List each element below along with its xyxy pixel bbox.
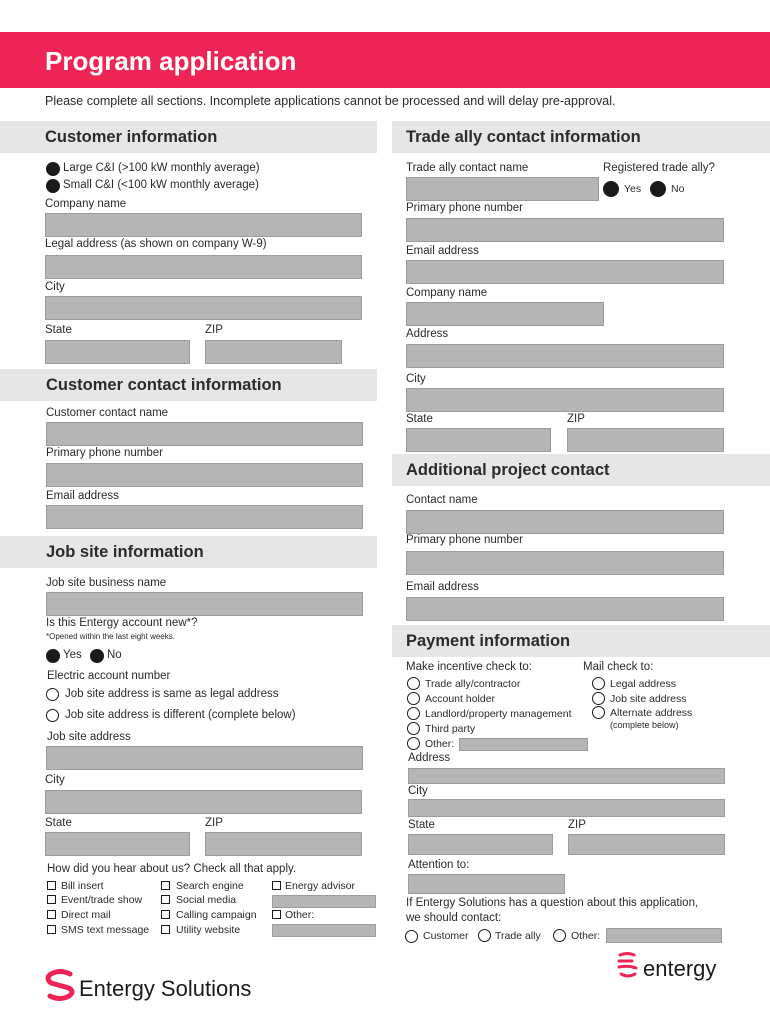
checkbox-bill-insert[interactable] [47, 881, 56, 890]
bill-insert-label: Bill insert [61, 880, 104, 892]
intro-text: Please complete all sections. Incomplete applications cannot be processed and will delay pre-approval. [45, 94, 616, 108]
trade-address-field[interactable] [406, 344, 724, 368]
new-no-label: No [107, 649, 122, 661]
contact-question: If Entergy Solutions has a question about this application, [406, 897, 699, 909]
customer-phone-field[interactable] [46, 463, 363, 487]
radio-mail-legal[interactable] [592, 677, 605, 690]
electric-account-label: Electric account number [47, 670, 171, 682]
radio-trade-ally-contractor[interactable] [407, 677, 420, 690]
payment-zip-label: ZIP [568, 819, 586, 831]
payment-state-label: State [408, 819, 435, 831]
payment-address-label: Address [408, 752, 451, 764]
contact-customer-label: Customer [423, 930, 469, 942]
trade-address-label: Address [406, 328, 449, 340]
calling-campaign-label: Calling campaign [176, 909, 257, 921]
additional-phone-field[interactable] [406, 551, 724, 575]
payment-address-field[interactable] [408, 768, 725, 784]
job-site-business-label: Job site business name [46, 577, 167, 589]
additional-name-field[interactable] [406, 510, 724, 534]
page-title: Program application [45, 46, 297, 76]
mail-check-label: Mail check to: [583, 661, 654, 673]
new-account-question: Is this Entergy account new*? [46, 617, 198, 629]
payment-zip-field[interactable] [568, 834, 725, 855]
trade-city-field[interactable] [406, 388, 724, 412]
checkbox-event[interactable] [47, 895, 56, 904]
section-heading: Job site information [46, 543, 204, 561]
title-banner [0, 32, 770, 88]
same-address-label: Job site address is same as legal address [65, 688, 279, 700]
section-heading: Customer contact information [46, 376, 282, 394]
radio-landlord[interactable] [407, 707, 420, 720]
mail-job-site-label: Job site address [610, 693, 687, 705]
social-media-label: Social media [176, 894, 237, 906]
customer-email-field[interactable] [46, 505, 363, 529]
contact-other-field[interactable] [606, 928, 722, 943]
radio-contact-trade-ally[interactable] [478, 929, 491, 942]
state-label: State [45, 324, 72, 336]
brand-left-text: Entergy Solutions [79, 976, 252, 1001]
radio-third-party[interactable] [407, 722, 420, 735]
checkbox-sms[interactable] [47, 925, 56, 934]
event-label: Event/trade show [61, 894, 143, 906]
checkbox-energy-advisor[interactable] [272, 881, 281, 890]
landlord-label: Landlord/property management [425, 708, 572, 720]
job-state-field[interactable] [45, 832, 190, 856]
third-party-label: Third party [425, 723, 476, 735]
trade-company-label: Company name [406, 287, 488, 299]
checkbox-hear-other[interactable] [272, 910, 281, 919]
direct-mail-label: Direct mail [61, 909, 111, 921]
small-ci-label: Small C&I (<100 kW monthly average) [63, 179, 259, 191]
mail-alternate-note: (complete below) [610, 720, 679, 730]
section-payment [392, 625, 770, 657]
radio-same-address[interactable] [46, 688, 59, 701]
additional-name-label: Contact name [406, 494, 478, 506]
section-heading: Additional project contact [406, 461, 610, 479]
section-additional-contact [392, 454, 770, 486]
hear-about-question: How did you hear about us? Check all that apply. [47, 863, 297, 875]
zip-label: ZIP [205, 324, 223, 336]
state-field[interactable] [45, 340, 190, 364]
customer-email-label: Email address [46, 490, 119, 502]
legal-address-field[interactable] [45, 255, 362, 279]
job-state-label: State [45, 817, 72, 829]
payment-state-field[interactable] [408, 834, 553, 855]
section-customer-contact [0, 369, 377, 401]
checkbox-calling-campaign[interactable] [161, 910, 170, 919]
checkbox-utility-website[interactable] [161, 925, 170, 934]
trade-state-label: State [406, 413, 433, 425]
trade-phone-label: Primary phone number [406, 202, 523, 214]
registered-no-label: No [671, 183, 685, 195]
hear-other-line[interactable] [272, 895, 376, 908]
radio-mail-job-site[interactable] [592, 692, 605, 705]
job-site-address-field[interactable] [46, 746, 363, 770]
company-name-field[interactable] [45, 213, 362, 237]
trade-state-field[interactable] [406, 428, 551, 452]
radio-contact-other[interactable] [553, 929, 566, 942]
section-heading: Payment information [406, 632, 571, 650]
payment-city-label: City [408, 785, 428, 797]
hear-other-label: Other: [285, 909, 315, 921]
payee-other-label: Other: [425, 738, 455, 750]
job-zip-label: ZIP [205, 817, 223, 829]
radio-large-ci[interactable] [46, 162, 60, 176]
customer-contact-name-label: Customer contact name [46, 407, 169, 419]
registered-question: Registered trade ally? [603, 162, 715, 174]
zip-field[interactable] [205, 340, 342, 364]
section-heading: Customer information [45, 128, 218, 146]
trade-phone-field[interactable] [406, 218, 724, 242]
trade-zip-label: ZIP [567, 413, 585, 425]
job-site-business-field[interactable] [46, 592, 363, 616]
company-name-label: Company name [45, 198, 127, 210]
checkbox-social-media[interactable] [161, 895, 170, 904]
section-customer-information [0, 121, 377, 153]
checkbox-search-engine[interactable] [161, 881, 170, 890]
search-engine-label: Search engine [176, 880, 244, 892]
customer-phone-label: Primary phone number [46, 447, 163, 459]
radio-registered-no[interactable] [650, 181, 666, 197]
make-check-label: Make incentive check to: [406, 661, 532, 673]
radio-registered-yes[interactable] [603, 181, 619, 197]
radio-new-yes[interactable] [46, 649, 60, 663]
contact-question-line2: we should contact: [406, 912, 502, 924]
attention-field[interactable] [408, 874, 565, 894]
contact-trade-ally-label: Trade ally [495, 930, 541, 942]
radio-different-address[interactable] [46, 709, 59, 722]
radio-payee-other[interactable] [407, 737, 420, 750]
customer-contact-name-field[interactable] [46, 422, 363, 446]
utility-website-label: Utility website [176, 924, 241, 936]
section-trade-ally [392, 121, 770, 153]
mail-alternate-label: Alternate address [610, 707, 693, 719]
trade-company-field[interactable] [406, 302, 604, 326]
registered-yes-label: Yes [624, 183, 642, 195]
job-site-address-label: Job site address [47, 731, 131, 743]
new-account-footnote: *Opened within the last eight weeks. [46, 632, 175, 641]
energy-advisor-label: Energy advisor [285, 880, 356, 892]
job-zip-field[interactable] [205, 832, 362, 856]
radio-new-no[interactable] [90, 649, 104, 663]
brand-right-text: entergy [643, 956, 717, 981]
section-job-site [0, 536, 377, 568]
payment-city-field[interactable] [408, 799, 725, 817]
hear-other-field[interactable] [272, 924, 376, 937]
sms-label: SMS text message [61, 924, 150, 936]
job-city-field[interactable] [45, 790, 362, 814]
city-field[interactable] [45, 296, 362, 320]
large-ci-label: Large C&I (>100 kW monthly average) [63, 162, 260, 174]
radio-contact-customer[interactable] [405, 930, 418, 943]
city-label: City [45, 281, 65, 293]
additional-email-label: Email address [406, 581, 479, 593]
section-heading: Trade ally contact information [406, 128, 641, 146]
contact-other-label: Other: [571, 930, 601, 942]
entergy-logo-icon [616, 952, 640, 980]
additional-phone-label: Primary phone number [406, 534, 523, 546]
mail-legal-label: Legal address [610, 678, 676, 690]
radio-small-ci[interactable] [46, 179, 60, 193]
trade-ally-name-field[interactable] [406, 177, 599, 201]
checkbox-direct-mail[interactable] [47, 910, 56, 919]
radio-mail-alternate[interactable] [592, 706, 605, 719]
trade-ally-contractor-label: Trade ally/contractor [425, 678, 521, 690]
account-holder-label: Account holder [425, 693, 496, 705]
trade-zip-field[interactable] [567, 428, 724, 452]
trade-email-field[interactable] [406, 260, 724, 284]
payee-other-field[interactable] [459, 738, 588, 751]
trade-city-label: City [406, 373, 426, 385]
trade-ally-name-label: Trade ally contact name [406, 162, 529, 174]
different-address-label: Job site address is different (complete below) [65, 709, 296, 721]
additional-email-field[interactable] [406, 597, 724, 621]
radio-account-holder[interactable] [407, 692, 420, 705]
new-yes-label: Yes [63, 649, 82, 661]
job-city-label: City [45, 774, 65, 786]
trade-email-label: Email address [406, 245, 479, 257]
attention-label: Attention to: [408, 859, 470, 871]
legal-address-label: Legal address (as shown on company W-9) [45, 238, 267, 250]
entergy-solutions-logo-icon [43, 968, 77, 1002]
